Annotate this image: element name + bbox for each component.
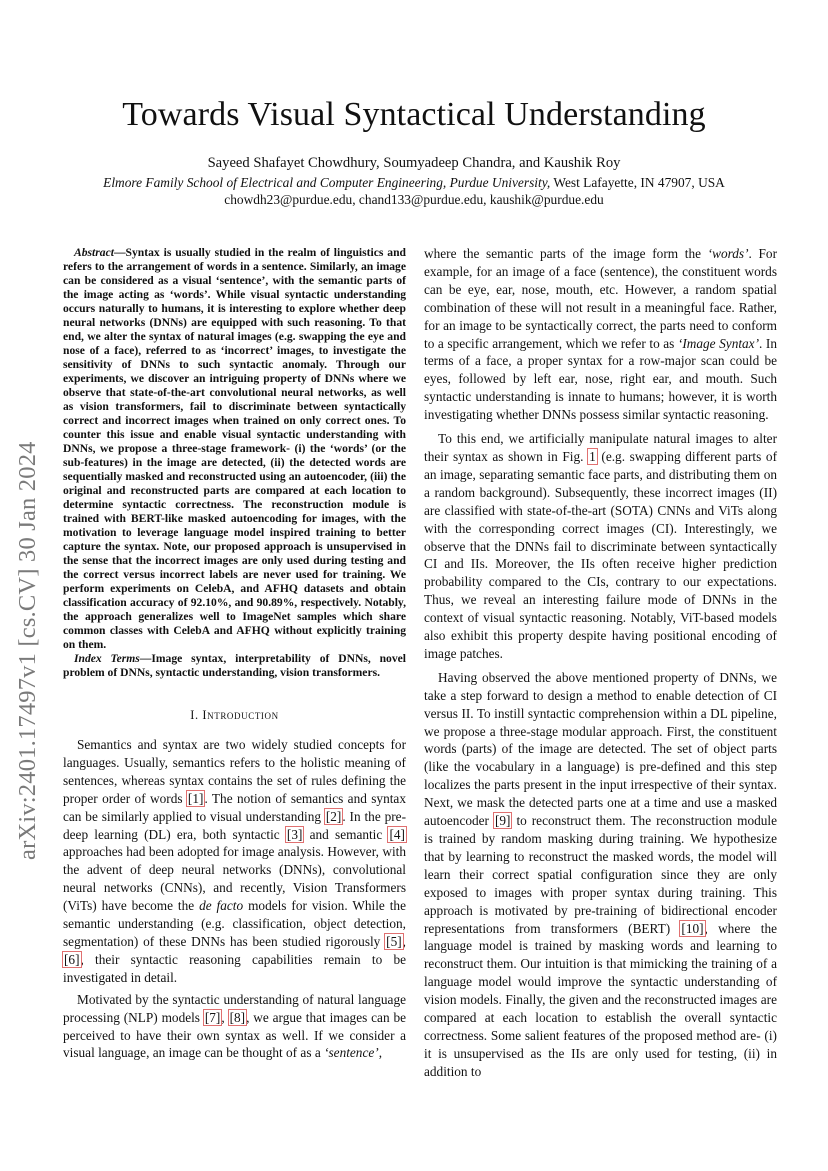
text-run: To this end, we artificially manipulate natural images to alter their syntax as shown in Fig.: [424, 431, 777, 464]
intro-paragraph-2: [63, 991, 406, 1063]
paper-title: Towards Visual Syntactical Understanding: [122, 96, 706, 133]
text-run: approaches had been adopted for image analysis. However, with the advent of deep neural networks (DNNs), convolutional neural networks (CNNs), and recently, Vision Transformers (ViTs) have become the: [63, 844, 406, 914]
citation-link[interactable]: [6]: [64, 951, 80, 967]
author-list: Sayeed Shafayet Chowdhury, Soumyadeep Chandra, and Kaushik Roy: [207, 155, 621, 171]
intro-paragraph-1: [63, 736, 406, 987]
index-terms-text: —Image syntax, interpretability of DNNs, novel problem of DNNs, syntactic understanding, vision transformers.: [63, 652, 406, 679]
text-run: . The notion of semantics and syntax can be similarly applied to visual understanding: [63, 790, 406, 824]
citation-link[interactable]: [3]: [286, 826, 303, 842]
right-column: [424, 245, 777, 1087]
intro-paragraph-4: [424, 669, 777, 1081]
affiliation-institution: Elmore Family School of Electrical and Computer Engineering, Purdue University,: [103, 175, 551, 190]
abstract-text: —Syntax is usually studied in the realm of linguistics and refers to the arrangement of words in a sentence. Similarly, an image can be considered as a visual ‘sentence’, with the semantic parts of the image acting as ‘words’. While visual syntactic understanding occurs naturally to humans, it is interesting to explore whether deep neural networks (DNNs) are equipped with such reasoning. To that end, we alter the syntax of natural images (e.g. swapping the eye and nose of a face), referred to as ‘incorrect’ images, to investigate the sensitivity of DNNs to such syntactic anomaly. Through our experiments, we discover an intriguing property of DNNs where we observe that state-of-the-art convolutional neural networks, as well as vision transformers, fail to discriminate between syntactically correct and incorrect images when trained on only correct ones. To counter this issue and enable visual syntactic understanding with DNNs, we propose a three-stage framework- (i) the ‘words’ (or the sub-features) in the image are detected, (ii) the detected words are sequentially masked and reconstructed using an autoencoder, (iii) the original and reconstructed parts are compared at each location to determine syntactic correctness. The reconstruction module is trained with BERT-like masked autoencoding for images, with the motivation to leverage language model inspired training to better capture the syntax. Note, our proposed approach is unsupervised in the sense that the incorrect images are only used during testing and the correct versus incorrect labels are never used for training. We perform experiments on CelebA, and AFHQ datasets and obtain classification accuracy of 92.10%, and 90.89%, respectively. Notably, the approach generalizes well to ImageNet samples which share common classes with CelebA and AFHQ without explicitly training on them.: [63, 246, 406, 651]
text-run: , we argue that images can be perceived to have their own syntax as well. If we consider a visual language, an image can be thought of as a: [63, 1009, 407, 1061]
left-column: [63, 246, 406, 1066]
text-run: , their syntactic reasoning capabilities remain to be investigated in detail.: [63, 951, 406, 985]
citation-link[interactable]: [2]: [325, 808, 342, 824]
index-terms-lead: Index Terms: [74, 652, 140, 665]
affiliation: [0, 175, 828, 191]
emphasis: ‘Image Syntax’: [677, 335, 760, 351]
section-number: I.: [190, 708, 199, 722]
citation-link[interactable]: [5]: [386, 933, 402, 949]
citation-link[interactable]: [1]: [187, 790, 204, 806]
affiliation-location: West Lafayette, IN 47907, USA: [550, 175, 725, 190]
text-run: to reconstruct them. The reconstruction module is trained by random masking during training. We hypothesize that by learning to reconstruct the masked words, the model will learn their correct spatial configuration since they are only exposed to images with proper syntax during training. This approach is motivated by pre-training of bidirectional encoder representations from transformers (BERT): [424, 813, 777, 936]
text-run: . For example, for an image of a face (sentence), the constituent words can be eye, ear, nose, mouth, etc. However, a random spatial combination of these will not result in a meaningful face. Rather, for an image to be syntactically correct, the parts need to conform to a specific arrangement, which we refer to as: [424, 246, 777, 351]
intro-paragraph-3: [424, 430, 777, 663]
index-terms: [63, 652, 406, 680]
text-run: , where the language model is trained by masking words and learning to reconstruct them. Our intuition is that mimicking the training of a language model would improve the syntactic understanding of vision models. Finally, the given and the reconstructed images are compared at each location to establish the overall syntactic correctness. Some salient features of the proposed method are- (i) it is unsupervised as the IIs are only used for testing, (ii) in addition to: [424, 920, 778, 1079]
citation-link[interactable]: [10]: [681, 920, 704, 936]
text-run: Having observed the above mentioned property of DNNs, we take a step forward to design a method to enable detection of CI versus II. To instill syntactic comprehension within a DL pipeline, we propose a three-stage modular approach. First, the constituent words (parts) of the image are detected. The set of object parts (like the vocabulary in a language) is pre-defined and this step localizes the parts present in the input irrespective of their syntax. Next, we mask the detected parts one at a time and use a masked autoencoder: [424, 669, 777, 829]
arxiv-stamp: arXiv:2401.17497v1 [cs.CV] 30 Jan 2024: [14, 441, 41, 860]
emphasis: ‘words’: [707, 246, 749, 261]
text-run: ,: [402, 933, 406, 949]
citation-link[interactable]: [8]: [229, 1009, 246, 1025]
abstract-lead: Abstract: [74, 246, 114, 259]
figure-link[interactable]: 1: [589, 448, 596, 464]
text-run: ,: [378, 1045, 383, 1061]
text-run: Semantics and syntax are two widely studied concepts for languages. Usually, semantics refers to the holistic meaning of sentences, whereas syntax contains the set of rules defining the proper order of words: [63, 737, 406, 806]
text-run: . In the pre-deep learning (DL) era, both syntactic: [63, 808, 406, 842]
text-run: (e.g. swapping different parts of an image, separating semantic face parts, and distributing them on a random background). Subsequently, these incorrect images (II) are classified with state-of-the-art (SOTA) CNNs and ViTs along with the corresponding correct images (CI). Interestingly, we observe that the DNNs fail to discriminate between syntactically CI and IIs. Moreover, the IIs often receive higher prediction probability compared to the CIs, contrary to our expectations. Thus, we reveal an interesting failure mode of DNNs in the context of visual syntactic reasoning. Notably, ViT-based models also exhibit this property despite having positional encoding of image patches.: [424, 448, 777, 661]
text-run: ,: [221, 1009, 229, 1025]
emphasis: de facto: [199, 898, 244, 914]
emphasis: ‘sentence’: [324, 1045, 379, 1061]
section-heading-introduction: [63, 708, 406, 723]
text-run: models for vision. While the semantic understanding (e.g. classification, object detection, segmentation) of these DNNs has been studied rigorously: [63, 898, 406, 949]
intro-paragraph-2-continued: [424, 245, 777, 424]
citation-link[interactable]: [9]: [494, 813, 511, 829]
text-run: and semantic: [303, 826, 389, 842]
abstract: [63, 246, 406, 652]
section-title: Introduction: [202, 708, 279, 722]
author-emails[interactable]: chowdh23@purdue.edu, chand133@purdue.edu, kaushik@purdue.edu: [224, 192, 604, 207]
citation-link[interactable]: [7]: [204, 1009, 221, 1025]
text-run: . In terms of a face, a proper syntax for a row-major scan could be eyes, followed by left ear, nose, right ear, and mouth. Such syntactic understanding is innate to humans; however, it is worth investigating whether DNNs possess similar syntactic reasoning.: [424, 335, 777, 423]
text-run: Motivated by the syntactic understanding of natural language processing (NLP) models: [63, 991, 406, 1025]
text-run: where the semantic parts of the image form the: [424, 246, 708, 261]
citation-link[interactable]: [4]: [389, 826, 405, 842]
